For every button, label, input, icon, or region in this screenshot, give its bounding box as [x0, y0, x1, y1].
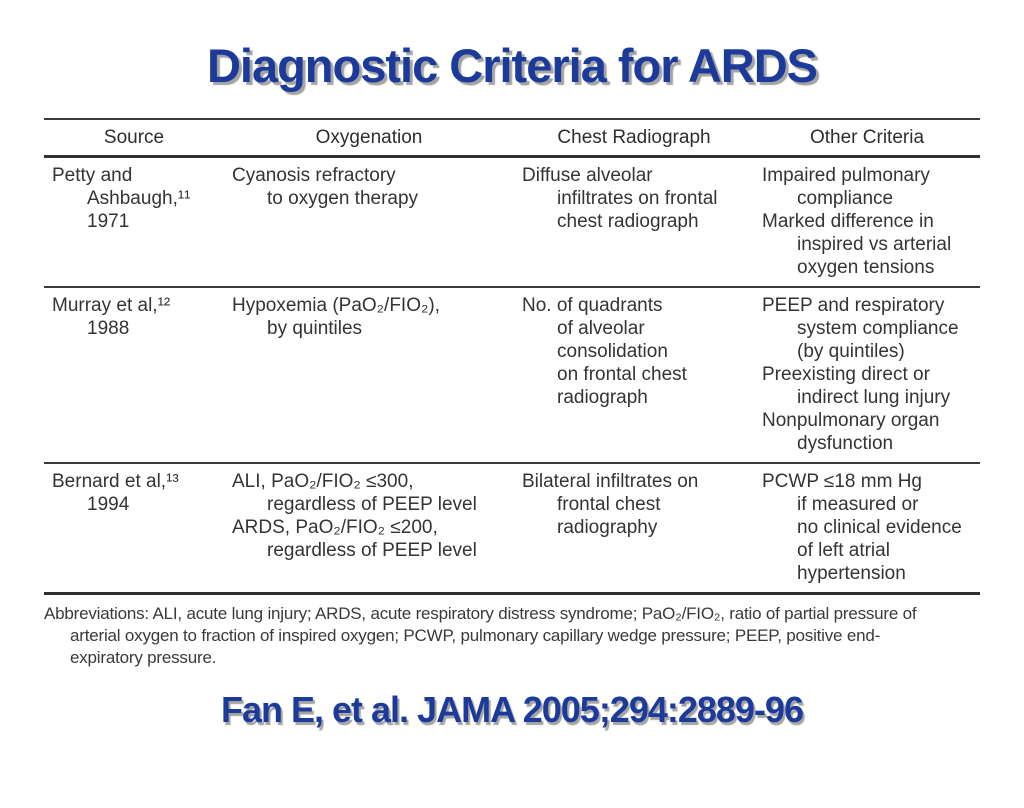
cell-line: Murray et al,¹² [52, 294, 171, 316]
cell-line: on frontal chest [557, 363, 687, 385]
column-header: Oxygenation [315, 126, 423, 148]
footnote-line: Abbreviations: ALI, acute lung injury; ARDS, acute respiratory distress syndrome; PaO₂/FIO₂, ratio of partial pressure of [44, 603, 917, 623]
cell-line: ALI, PaO₂/FIO₂ ≤300, [232, 470, 414, 492]
cell-line: system compliance [797, 317, 959, 339]
cell-line: Impaired pulmonary [762, 164, 930, 186]
cell-line: 1994 [87, 493, 130, 515]
cell-line: (by quintiles) [797, 340, 905, 362]
cell-chest-radiograph [514, 164, 754, 279]
cell-oxygenation [224, 294, 514, 455]
cell-line: ARDS, PaO₂/FIO₂ ≤200, [232, 516, 438, 538]
cell-line: PEEP and respiratory [762, 294, 945, 316]
cell-line: dysfunction [797, 432, 894, 454]
footnote-line: expiratory pressure. [70, 647, 217, 667]
cell-line: Bilateral infiltrates on [522, 470, 699, 492]
cell-source [44, 470, 224, 585]
cell-line: infiltrates on frontal [557, 187, 718, 209]
table-header-row [44, 118, 980, 158]
table-footnote [44, 603, 980, 669]
cell-line: hypertension [797, 562, 906, 584]
cell-line: indirect lung injury [797, 386, 951, 408]
cell-line: chest radiograph [557, 210, 699, 232]
cell-line: 1988 [87, 317, 130, 339]
cell-line: Nonpulmonary organ [762, 409, 940, 431]
cell-source [44, 294, 224, 455]
cell-line: Hypoxemia (PaO₂/FIO₂), [232, 294, 440, 316]
cell-line: by quintiles [267, 317, 363, 339]
cell-other-criteria [754, 470, 980, 585]
cell-line: no clinical evidence [797, 516, 962, 538]
table-body [44, 158, 980, 595]
cell-line: of alveolar [557, 317, 645, 339]
column-header: Chest Radiograph [557, 126, 711, 148]
cell-line: Cyanosis refractory [232, 164, 396, 186]
footnote-line: arterial oxygen to fraction of inspired oxygen; PCWP, pulmonary capillary wedge pressure; PEEP, positive end- [70, 625, 881, 645]
cell-line: to oxygen therapy [267, 187, 419, 209]
cell-line: of left atrial [797, 539, 890, 561]
cell-chest-radiograph [514, 470, 754, 585]
cell-line: regardless of PEEP level [267, 539, 477, 561]
cell-chest-radiograph [514, 294, 754, 455]
cell-line: Petty and [52, 164, 133, 186]
diagnostic-criteria-table [44, 118, 980, 669]
table-row [44, 288, 980, 464]
cell-line: radiograph [557, 386, 648, 408]
column-header: Other Criteria [809, 126, 925, 148]
slide [0, 40, 1024, 808]
column-header: Source [103, 126, 165, 148]
cell-other-criteria [754, 164, 980, 279]
cell-line: No. of quadrants [522, 294, 663, 316]
cell-line: Ashbaugh,¹¹ [87, 187, 191, 209]
page-title: Diagnostic Criteria for ARDS [206, 39, 818, 92]
table-row [44, 464, 980, 595]
cell-line: if measured or [797, 493, 919, 515]
cell-line: regardless of PEEP level [267, 493, 477, 515]
table-row [44, 158, 980, 288]
cell-line: oxygen tensions [797, 256, 935, 278]
cell-source [44, 164, 224, 279]
cell-line: radiography [557, 516, 658, 538]
cell-line: PCWP ≤18 mm Hg [762, 470, 922, 492]
cell-oxygenation [224, 470, 514, 585]
cell-line: Bernard et al,¹³ [52, 470, 179, 492]
cell-line: Diffuse alveolar [522, 164, 653, 186]
cell-line: compliance [797, 187, 894, 209]
cell-line: 1971 [87, 210, 130, 232]
cell-line: Preexisting direct or [762, 363, 930, 385]
cell-other-criteria [754, 294, 980, 455]
cell-line: consolidation [557, 340, 668, 362]
cell-line: Marked difference in [762, 210, 934, 232]
cell-line: inspired vs arterial [797, 233, 952, 255]
cell-line: frontal chest [557, 493, 661, 515]
cell-oxygenation [224, 164, 514, 279]
citation: Fan E, et al. JAMA 2005;294:2889-96 [221, 688, 803, 730]
